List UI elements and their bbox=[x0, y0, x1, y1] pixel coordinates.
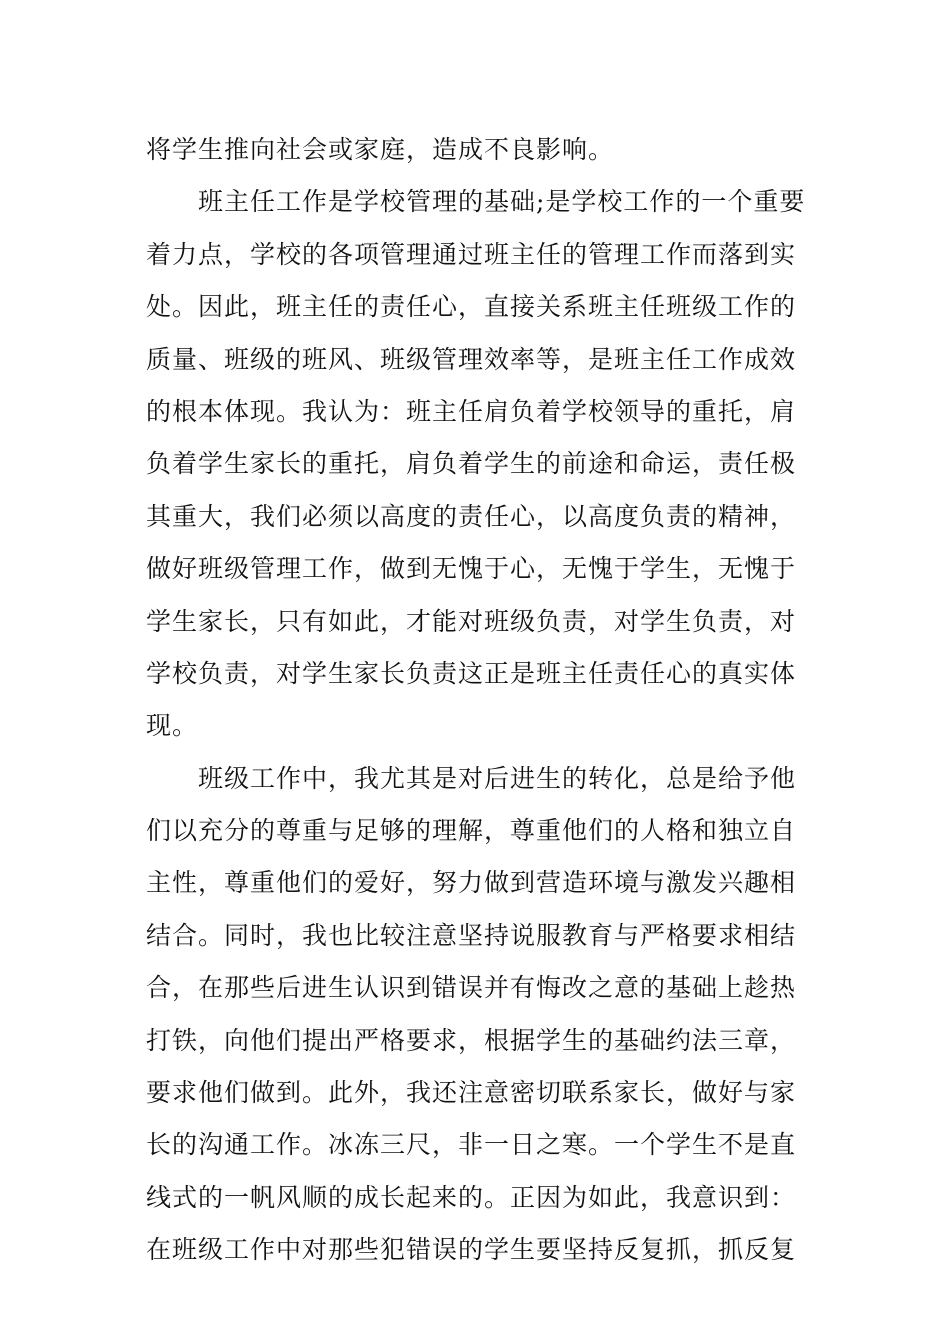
text-line-10: 学生家长，只有如此，才能对班级负责，对学生负责，对 bbox=[146, 606, 797, 636]
text-line-1: 将学生推向社会或家庭，造成不良影响。 bbox=[146, 135, 615, 164]
text-line-8: 其重大，我们必须以高度的责任心，以高度负责的精神， bbox=[146, 501, 797, 531]
text-line-7: 负着学生家长的重托，肩负着学生的前途和命运，责任极 bbox=[146, 449, 797, 479]
text-line-9: 做好班级管理工作，做到无愧于心，无愧于学生，无愧于 bbox=[146, 554, 797, 584]
document-text-body bbox=[146, 124, 808, 1277]
text-line-12: 现。 bbox=[146, 711, 199, 741]
text-line-14: 们以充分的尊重与足够的理解，尊重他们的人格和独立自 bbox=[146, 816, 797, 846]
text-line-3: 着力点，学校的各项管理通过班主任的管理工作而落到实 bbox=[146, 239, 797, 269]
text-line-11: 学校负责，对学生家长负责这正是班主任责任心的真实体 bbox=[146, 658, 797, 688]
text-line-4: 处。因此，班主任的责任心，直接关系班主任班级工作的 bbox=[146, 292, 797, 322]
text-line-20: 长的沟通工作。冰冻三尺，非一日之寒。一个学生不是直 bbox=[146, 1130, 797, 1160]
text-line-15: 主性，尊重他们的爱好，努力做到营造环境与激发兴趣相 bbox=[146, 868, 797, 898]
text-line-16: 结合。同时，我也比较注意坚持说服教育与严格要求相结 bbox=[146, 920, 797, 950]
text-line-18: 打铁，向他们提出严格要求，根据学生的基础约法三章， bbox=[146, 1025, 797, 1055]
text-line-13: 班级工作中，我尤其是对后进生的转化，总是给予他 bbox=[146, 763, 797, 793]
text-line-17: 合，在那些后进生认识到错误并有悔改之意的基础上趁热 bbox=[146, 973, 797, 1003]
text-line-22: 在班级工作中对那些犯错误的学生要坚持反复抓，抓反复 bbox=[146, 1235, 797, 1265]
text-line-2: 班主任工作是学校管理的基础;是学校工作的一个重要 bbox=[146, 187, 806, 217]
text-line-21: 线式的一帆风顺的成长起来的。正因为如此，我意识到： bbox=[146, 1182, 797, 1212]
text-line-19: 要求他们做到。此外，我还注意密切联系家长，做好与家 bbox=[146, 1078, 797, 1108]
text-line-5: 质量、班级的班风、班级管理效率等，是班主任工作成效 bbox=[146, 344, 797, 374]
text-line-6: 的根本体现。我认为：班主任肩负着学校领导的重托，肩 bbox=[146, 396, 797, 426]
